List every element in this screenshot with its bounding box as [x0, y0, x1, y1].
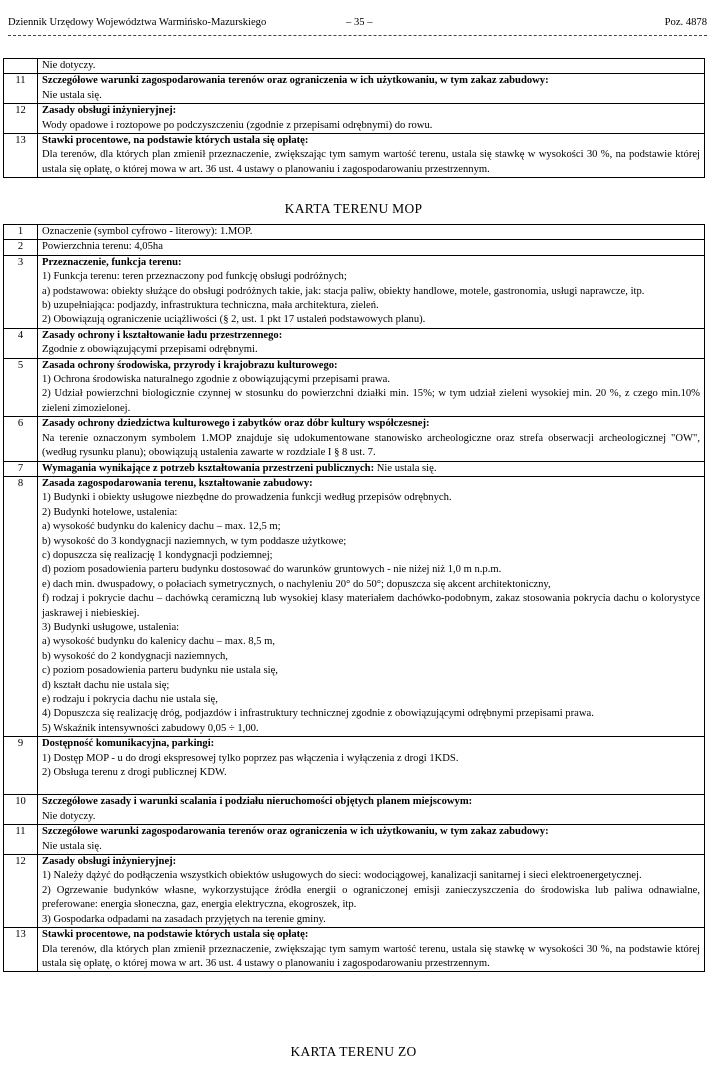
row-number: 12	[4, 104, 38, 134]
row-text-line: a) wysokość budynku do kalenicy dachu – max. 12,5 m;	[42, 521, 281, 533]
row-content	[38, 461, 705, 476]
row-title: Dostępność komunikacyjna, parkingi:	[42, 738, 215, 750]
row-content	[38, 255, 705, 328]
row-title: Zasada zagospodarowania terenu, kształtowanie zabudowy:	[42, 477, 313, 489]
table-row	[4, 417, 705, 461]
row-content	[38, 737, 705, 795]
row-text-line: d) poziom posadowienia parteru budynku dostosować do warunków gruntowych - nie niżej niż 1,0 m n.p.m.	[42, 564, 502, 576]
table-row	[4, 74, 705, 104]
table-row	[4, 328, 705, 358]
row-text-line	[42, 780, 700, 794]
row-number: 10	[4, 795, 38, 825]
section-heading-mop: KARTA TERENU MOP	[284, 201, 423, 216]
row-number: 4	[4, 328, 38, 358]
row-text-line: Nie ustala się.	[42, 840, 102, 852]
row-content	[38, 240, 705, 255]
table-row	[4, 737, 705, 795]
row-text-line: e) dach min. dwuspadowy, o połaciach symetrycznych, o nachyleniu 20° do 50°; dopuszcza się akcent architektoniczny,	[42, 578, 551, 590]
row-number: 11	[4, 74, 38, 104]
provisions-table-mop	[3, 224, 705, 972]
table-row	[4, 358, 705, 417]
row-text-line: c) dopuszcza się realizację 1 kondygnacji podziemnej;	[42, 549, 273, 561]
page-number: – 35 –	[346, 17, 373, 28]
row-number	[4, 59, 38, 74]
table-row	[4, 225, 705, 240]
table-row	[4, 825, 705, 855]
header-rule	[8, 35, 707, 36]
row-title: Stawki procentowe, na podstawie których ustala się opłatę:	[42, 135, 309, 147]
row-content	[38, 74, 705, 104]
table-row	[4, 476, 705, 736]
row-text-line: 3) Budynki usługowe, ustalenia:	[42, 621, 180, 633]
page-header	[8, 16, 707, 30]
row-number: 2	[4, 240, 38, 255]
row-title: Zasady obsługi inżynieryjnej:	[42, 105, 177, 117]
row-content	[38, 225, 705, 240]
table-row	[4, 104, 705, 134]
row-text-line: Dla terenów, dla których plan zmienił przeznaczenie, zwiększając tym samym wartość terenu, ustala się stawkę w wysokości 30 %, na podstawie której ustala się opłatę, o której mowa w art. 36 ust. 4 ustawy o planowaniu i zagospodarowaniu przestrzennym.	[42, 943, 700, 969]
row-text-line: b) uzupełniająca: podjazdy, infrastruktura techniczna, mała architektura, zieleń.	[42, 300, 379, 312]
row-text-line: 1) Budynki i obiekty usługowe niezbędne do prowadzenia funkcji według przepisów odrębnych.	[42, 492, 452, 504]
row-text-line: 1) Należy dążyć do podłączenia wszystkich obiektów usługowych do sieci: wodociągowej, kanalizacji sanitarnej i sieci elektroenergetycznej.	[42, 870, 642, 882]
table-row	[4, 461, 705, 476]
row-text-line: Na terenie oznaczonym symbolem 1.MOP znajduje się udokumentowane stanowisko archeologiczne oraz strefa obserwacji archeologicznej "OW", (według rysunku planu); obowiązują ustalenia zawarte w rozdziale I § 8 ust. 7.	[42, 432, 700, 459]
row-number: 9	[4, 737, 38, 795]
row-text-line: Nie dotyczy.	[42, 60, 96, 71]
row-number: 13	[4, 134, 38, 178]
row-text-line: Oznaczenie (symbol cyfrowo - literowy): 1.MOP.	[42, 226, 253, 237]
row-text-line: 4) Dopuszcza się realizację dróg, podjazdów i infrastruktury technicznej zgodnie z obowiązującymi odrębnymi przepisami prawa.	[42, 708, 594, 720]
row-text-line: 2) Udział powierzchni biologicznie czynnej w stosunku do powierzchni działki min. 15%; w tym udział zieleni wysokiej min. 20 %, z czego min.10% zieleni zimozielonej.	[42, 388, 700, 414]
row-content	[38, 104, 705, 134]
row-content	[38, 855, 705, 928]
row-number: 6	[4, 417, 38, 461]
row-text-line: 2) Ogrzewanie budynków własne, wykorzystujące źródła energii o ograniczonej emisji zanieczyszczenia do środowiska lub paliwa odnawialne, preferowane: energia słoneczna, gaz, energia elektryczna, ekogroszek, itp.	[42, 884, 700, 911]
row-title: Stawki procentowe, na podstawie których ustala się opłatę:	[42, 929, 309, 941]
row-content	[38, 825, 705, 855]
row-title: Zasada ochrony środowiska, przyrody i krajobrazu kulturowego:	[42, 359, 338, 371]
table-row	[4, 59, 705, 74]
row-text-line: Nie dotyczy.	[42, 810, 96, 822]
table-row	[4, 795, 705, 825]
row-text-line: f) rodzaj i pokrycie dachu – dachówką ceramiczną lub wysokiej klasy materiałem dachówko-podobnym, zakaz stosowania pokrycia dachu o kolorystyce jaskrawej i niebieskiej.	[42, 593, 700, 619]
row-text-line: Dla terenów, dla których plan zmienił przeznaczenie, zwiększając tym samym wartość terenu, ustala się stawkę w wysokości 30 %, na podstawie której ustala się opłatę, o której mowa w art. 36 ust. 4 ustawy o planowaniu i zagospodarowaniu przestrzennym.	[42, 149, 700, 175]
row-content	[38, 59, 705, 74]
row-title: Wymagania wynikające z potrzeb kształtowania przestrzeni publicznych:	[42, 462, 375, 474]
table-row	[4, 134, 705, 178]
row-title: Zasady obsługi inżynieryjnej:	[42, 856, 177, 868]
row-title: Szczegółowe zasady i warunki scalania i podziału nieruchomości objętych planem miejscowym:	[42, 796, 473, 808]
table-row	[4, 255, 705, 328]
row-text-line: Zgodnie z obowiązującymi przepisami odrębnymi.	[42, 344, 258, 356]
row-number: 5	[4, 358, 38, 417]
row-content	[38, 928, 705, 972]
row-text-line: Nie ustala się.	[42, 89, 102, 101]
provisions-table-previous	[3, 58, 705, 178]
row-title: Przeznaczenie, funkcja terenu:	[42, 256, 182, 268]
row-content	[38, 476, 705, 736]
table-row	[4, 240, 705, 255]
row-text-line: b) wysokość do 2 kondygnacji naziemnych,	[42, 650, 228, 662]
row-number: 13	[4, 928, 38, 972]
position-number: Poz. 4878	[664, 17, 707, 28]
table-row	[4, 928, 705, 972]
row-number: 7	[4, 461, 38, 476]
section-heading-zo: KARTA TERENU ZO	[290, 1044, 417, 1059]
row-number: 1	[4, 225, 38, 240]
table-row	[4, 855, 705, 928]
row-text-line: 5) Wskaźnik intensywności zabudowy 0,05 ÷ 1,00.	[42, 722, 259, 734]
row-text-line: 1) Funkcja terenu: teren przeznaczony pod funkcję obsługi podróżnych;	[42, 271, 347, 283]
row-content	[38, 134, 705, 178]
row-title: Szczegółowe warunki zagospodarowania terenów oraz ograniczenia w ich użytkowaniu, w tym zakaz zabudowy:	[42, 826, 549, 838]
row-inline-text: Nie ustala się.	[374, 462, 437, 474]
row-title: Zasady ochrony dziedzictwa kulturowego i zabytków oraz dóbr kultury współczesnej:	[42, 418, 430, 430]
row-content	[38, 328, 705, 358]
row-number: 8	[4, 476, 38, 736]
row-text-line: a) podstawowa: obiekty służące do obsługi podróżnych takie, jak: stacja paliw, obiekty handlowe, motele, gastronomia, usługi naprawcze, itp.	[42, 285, 645, 297]
row-text-line: d) kształt dachu nie ustala się;	[42, 679, 170, 691]
row-text-line: c) poziom posadowienia parteru budynku nie ustala się,	[42, 665, 278, 677]
row-number: 11	[4, 825, 38, 855]
row-text-line: Wody opadowe i roztopowe po podczyszczeniu (zgodnie z przepisami odrębnymi) do rowu.	[42, 119, 433, 131]
row-content	[38, 417, 705, 461]
row-content	[38, 795, 705, 825]
row-text-line: b) wysokość do 3 kondygnacji naziemnych, w tym poddasze użytkowe;	[42, 535, 347, 547]
row-text-line: 2) Obowiązują ograniczenie uciążliwości (§ 2, ust. 1 pkt 17 ustaleń podstawowych planu).	[42, 314, 426, 326]
row-text-line: e) rodzaju i pokrycia dachu nie ustala się,	[42, 694, 218, 705]
publication-name: Dziennik Urzędowy Województwa Warmińsko-Mazurskiego	[8, 17, 267, 28]
row-content	[38, 358, 705, 417]
row-text-line: 2) Budynki hotelowe, ustalenia:	[42, 506, 178, 518]
row-text-line: a) wysokość budynku do kalenicy dachu – max. 8,5 m,	[42, 636, 276, 648]
row-title: Zasady ochrony i kształtowanie ładu przestrzennego:	[42, 329, 283, 341]
row-number: 3	[4, 255, 38, 328]
row-text-line: Powierzchnia terenu: 4,05ha	[42, 241, 163, 253]
row-text-line: 1) Dostęp MOP - u do drogi ekspresowej tylko poprzez pas włączenia i wyłączenia z drogi 1KDS.	[42, 752, 459, 764]
row-text-line: 3) Gospodarka odpadami na zasadach przyjętych na terenie gminy.	[42, 913, 326, 925]
row-title: Szczegółowe warunki zagospodarowania terenów oraz ograniczenia w ich użytkowaniu, w tym zakaz zabudowy:	[42, 75, 549, 87]
row-text-line: 2) Obsługa terenu z drogi publicznej KDW.	[42, 767, 227, 779]
row-text-line: 1) Ochrona środowiska naturalnego zgodnie z obowiązującymi przepisami prawa.	[42, 374, 391, 386]
row-number: 12	[4, 855, 38, 928]
